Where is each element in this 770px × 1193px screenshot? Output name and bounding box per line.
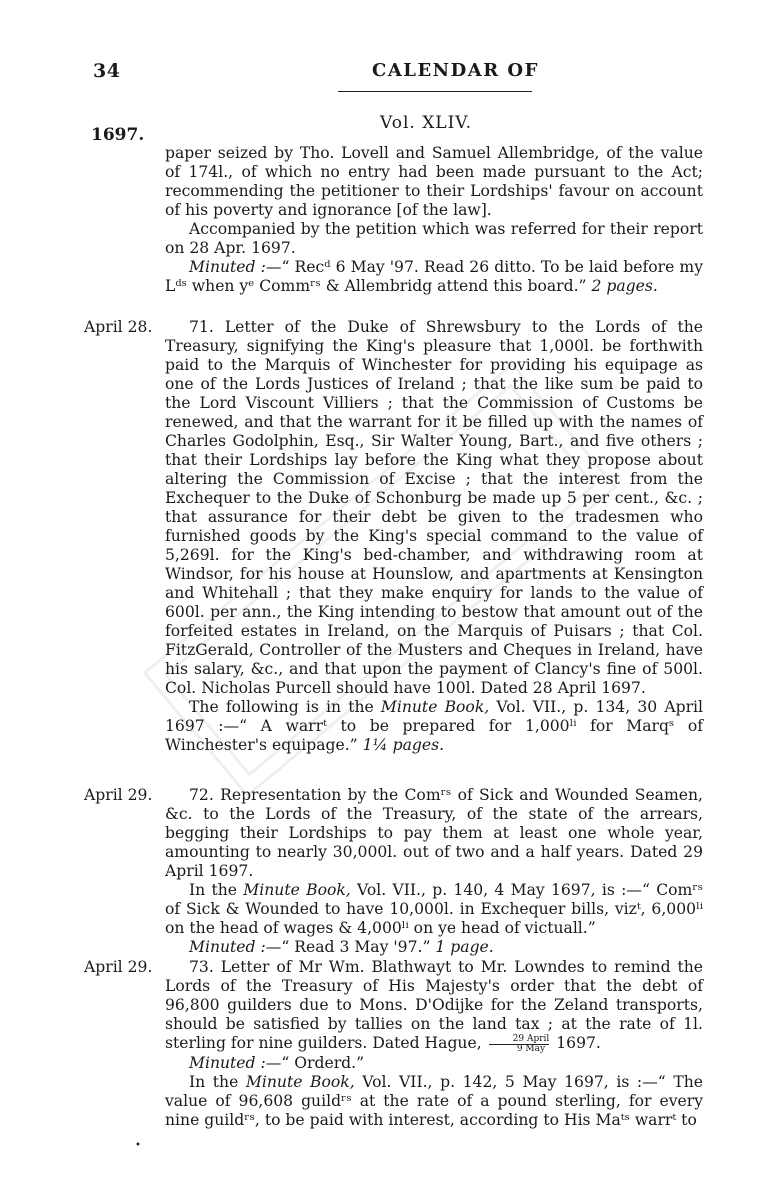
minute-book-ref: Minute Book,: [243, 881, 351, 899]
minute-book-ref: Minute Book,: [380, 698, 490, 716]
page-count: 1¼ pages.: [362, 736, 445, 754]
entry-72: [165, 786, 703, 957]
intro-minuted: [165, 258, 703, 296]
header-rule: [338, 91, 532, 92]
entry-note: The following is in the Minute Book, Vol. VII., p. 134, 30 April 1697 :—“ A warrᵗ to be prepared for 1,000ˡⁱ for Marqˢ of Winchester's equipage.” 1¼ pages.: [165, 698, 703, 754]
minute-book-ref: Minute Book,: [245, 1072, 355, 1091]
date-fraction: 29 April 9 May: [489, 1035, 550, 1054]
minuted-label: Minuted :: [189, 938, 266, 956]
entry-73: [165, 958, 703, 1130]
page-count: 2 pages.: [591, 277, 658, 295]
entry-date: April 28.: [84, 318, 153, 336]
running-title: CALENDAR OF: [372, 60, 539, 81]
intro-accompanied: Accompanied by the petition which was referred for their report on 28 Apr. 1697.: [165, 220, 703, 257]
volume-heading: Vol. XLIV.: [380, 113, 473, 133]
minuted-text: —“ Recᵈ 6 May '97. Read 26 ditto. To be laid before my Lᵈˢ when yᵉ Commʳˢ & Allembridg attend this board.”: [165, 258, 703, 295]
entry-date: April 29.: [84, 958, 153, 976]
entry-71: [165, 318, 703, 755]
intro-paragraph: paper seized by Tho. Lovell and Samuel Allembridge, of the value of 174l., of which no entry had been made pursuant to the Act; recommending the petitioner to their Lordships' favour on account of his poverty and ignorance [of the law].: [165, 144, 703, 219]
entry-minuted: Minuted :—“ Orderd.”: [189, 1053, 365, 1072]
intro-block: [165, 144, 703, 296]
entry-date: April 29.: [84, 786, 153, 804]
page-count: 1 page.: [435, 938, 494, 956]
year-margin: 1697.: [91, 125, 145, 145]
minuted-label: Minuted :: [189, 1053, 266, 1072]
margin-dot: •: [135, 1140, 141, 1151]
entry-text: 71. Letter of the Duke of Shrewsbury to the Lords of the Treasury, signifying the King's pleasure that 1,000l. be forthwith paid to the Marquis of Winchester for providing his equipage as one of the Lords Justices of Ireland ; that the like sum be paid to the Lord Viscount Villiers ; that the Commission of Customs be renewed, and that the warrant for it be filled up with the names of Charles Godolphin, Esq., Sir Walter Young, Bart., and five others ; that their Lordships lay before the King what they propose about altering the Commission of Excise ; that the interest from the Exchequer to the Duke of Schonburg be made up 5 per cent., &c. ; that assurance for their debt be given to the tradesmen who furnished goods by the King's special command to the value of 5,269l. for the King's bed-chamber, and withdrawing room at Windsor, for his house at Hounslow, and apartments at Kensington and Whitehall ; that they make enquiry for lands to the value of 600l. per ann., the King intending to bestow that amount out of the forfeited estates in Ireland, on the Marquis of Puisars ; that Col. FitzGerald, Controller of the Musters and Cheques in Ireland, have his salary, &c., and that upon the payment of Clancy's fine of 500l. Col. Nicholas Purcell should have 100l. Dated 28 April 1697.: [165, 318, 703, 697]
entry-note: In the Minute Book, Vol. VII., p. 140, 4 May 1697, is :—“ Comʳˢ of Sick & Wounded to have 10,000l. in Exchequer bills, vizᵗ, 6,000ˡⁱ on the head of wages & 4,000ˡⁱ on ye head of victuall.”: [165, 881, 704, 937]
entry-text: 72. Representation by the Comʳˢ of Sick and Wounded Seamen, &c. to the Lords of the Treasury, of the state of the arrears, begging their Lordships to pay them at least one whole year, amounting to nearly 30,000l. out of two and a half years. Dated 29 April 1697.: [165, 786, 703, 880]
entry-minuted: Minuted :—“ Read 3 May '97.” 1 page.: [189, 938, 494, 956]
minuted-label: Minuted :: [189, 258, 266, 276]
entry-text: 73. Letter of Mr Wm. Blathwayt to Mr. Lowndes to remind the Lords of the Treasury of His Majesty's order that the debt of 96,800 guilders due to Mons. D'Odijke for the Zeland transports, should be satisfied by tallies on the land tax ; at the rate of 1l. sterling for nine guilders. Dated Hague, 29 April 9 May 1697.: [165, 958, 703, 1054]
entry-note: In the Minute Book, Vol. VII., p. 142, 5 May 1697, is :—“ The value of 96,608 guildʳˢ at the rate of a pound sterling, for every nine guildʳˢ, to be paid with interest, according to His Maᵗˢ warrᵗ to: [165, 1072, 703, 1129]
page-number: 34: [93, 60, 121, 82]
